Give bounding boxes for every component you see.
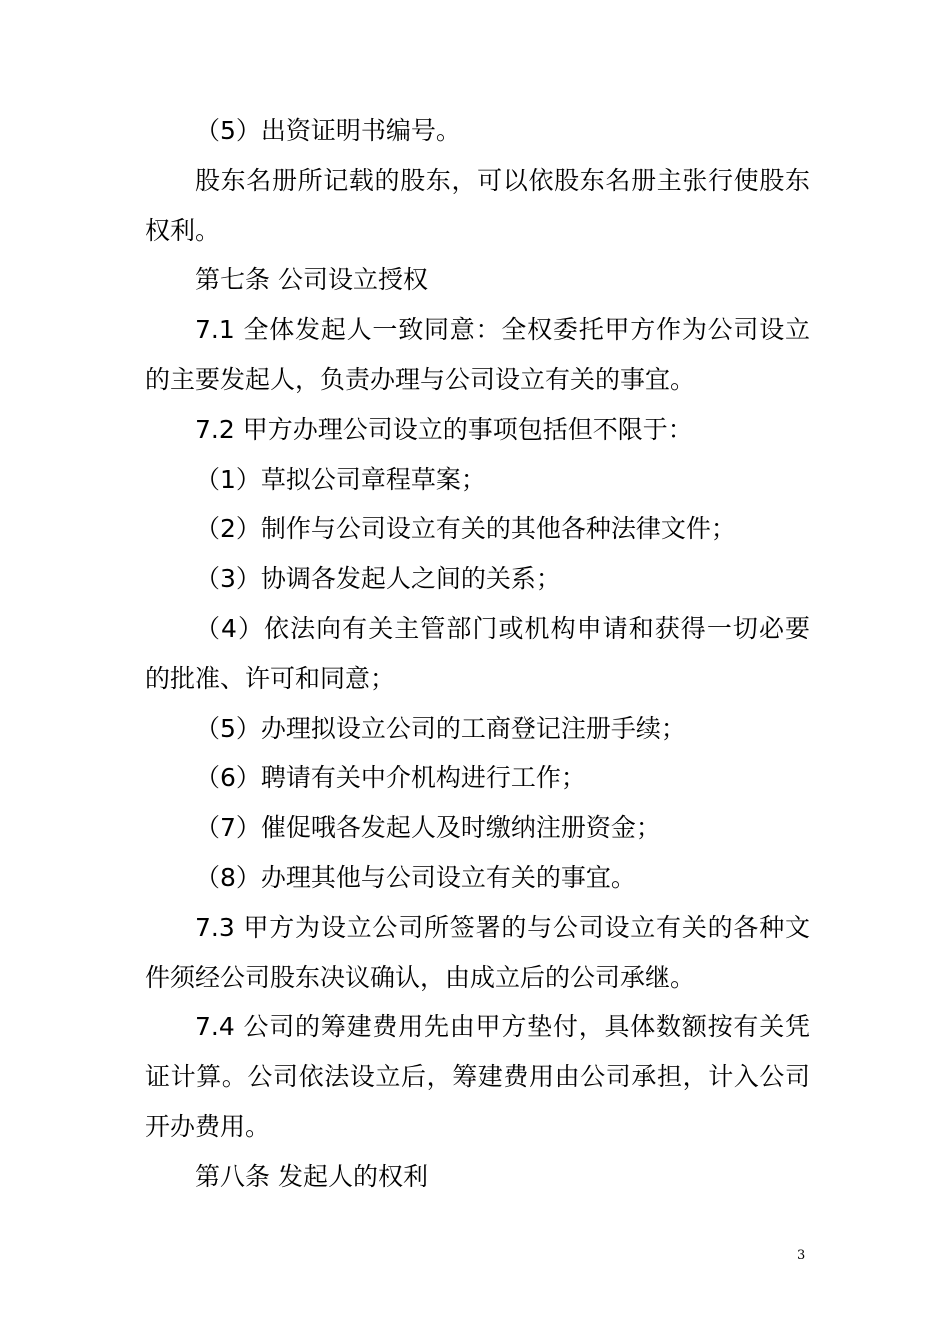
clause-7-2: 7.2 甲方办理公司设立的事项包括但不限于： <box>195 414 693 444</box>
clause-7-2-item-8: （8）办理其他与公司设立有关的事宜。 <box>195 862 636 892</box>
paragraph-item-5-certificate-number: （5）出资证明书编号。 <box>195 116 461 145</box>
clause-7-3: 7.3 甲方为设立公司所签署的与公司设立有关的各种文件须经公司股东决议确认，由成立后的公司承继。 <box>145 912 810 992</box>
clause-7-2-item-2: （2）制作与公司设立有关的其他各种法律文件； <box>195 514 736 544</box>
page-number: 3 <box>797 1248 806 1263</box>
clause-7-2-item-5: （5）办理拟设立公司的工商登记注册手续； <box>195 713 686 743</box>
paragraph-shareholder-rights: 股东名册所记载的股东，可以依股东名册主张行使股东权利。 <box>145 165 810 245</box>
document-body <box>145 106 810 1202</box>
clause-7-1: 7.1 全体发起人一致同意：全权委托甲方作为公司设立的主要发起人，负责办理与公司设立有关的事宜。 <box>145 315 810 394</box>
clause-7-2-item-3: （3）协调各发起人之间的关系； <box>195 564 561 594</box>
clause-7-2-item-6: （6）聘请有关中介机构进行工作； <box>195 763 586 793</box>
article-7-heading: 第七条 公司设立授权 <box>195 265 428 295</box>
clause-7-2-item-1: （1）草拟公司章程草案； <box>195 464 486 494</box>
article-8-heading: 第八条 发起人的权利 <box>195 1161 428 1191</box>
clause-7-2-item-4: （4）依法向有关主管部门或机构申请和获得一切必要的批准、许可和同意； <box>145 613 810 693</box>
clause-7-4: 7.4 公司的筹建费用先由甲方垫付，具体数额按有关凭证计算。公司依法设立后，筹建费用由公司承担，计入公司开办费用。 <box>145 1012 810 1141</box>
clause-7-2-item-7: （7）催促哦各发起人及时缴纳注册资金； <box>195 813 661 843</box>
